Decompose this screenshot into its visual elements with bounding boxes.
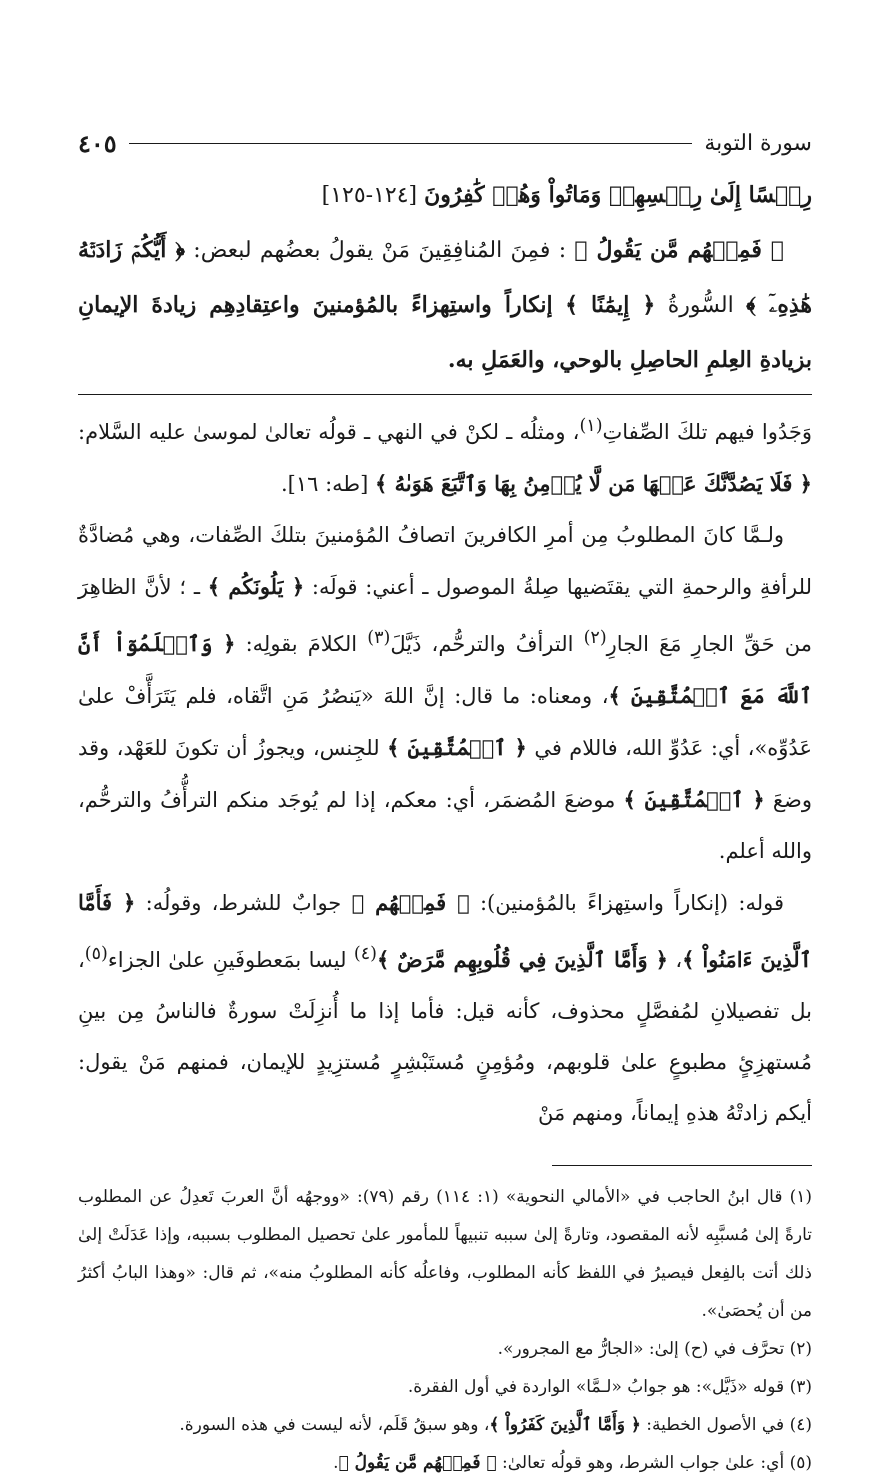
footnote-ref: (٤) (353, 944, 377, 964)
commentary-paragraph: ولـمَّا كانَ المطلوبُ مِن أمرِ الكافرينَ اتصافُ المُؤمنينَ بتلكَ الصِّفات، وهي مُضادَّةٌ للرأفةِ والرحمةِ التي يقتَضيها صِلةُ الموصول ـ أعني: قولَه: ﴿ يَلُونَكُم ﴾ ـ ؛ لأنَّ الظاهِرَ من حَقِّ الجارِ مَعَ الجارِ$^{(٢)}$ الترأفُ والترحُّم، ذَيَّلَ$^{(٣)}$ الكلامَ بقولِه: ﴿ وَٱعۡلَمُوٓاْ أَنَّ ٱللَّهَ مَعَ ٱلۡمُتَّقِينَ ﴾، ومعناه: ما قال: إنَّ اللهَ «يَنصُرُ مَنِ اتَّقاه، فلم يَتَرَأَّفْ علىٰ عَدُوِّه»، أي: عَدُوِّ الله، فاللام في ﴿ ٱلۡمُتَّقِينَ ﴾ للجِنس، ويجوزُ أن تكونَ للعَهْد، وقد وضعَ ﴿ ٱلۡمُتَّقِينَ ﴾ موضعَ المُضمَر، أي: معكم، إذا لم يُوجَد منكم الترأُّفُ والترحُّم، والله أعلم. (78, 523, 812, 863)
page-header (78, 118, 812, 168)
commentary-text (78, 401, 812, 1139)
footnote-4: (٤) في الأصول الخطية: ﴿ وَأَمَّا ٱلَّذِينَ كَفَرُواْ ﴾، وهو سبقُ قَلَم، لأنه ليست في هذه السورة. (179, 1415, 812, 1435)
quran-quote: ﴿ وَأَمَّا ٱلَّذِينَ فِي قُلُوبِهِم مَّرَضٌ ﴾ (376, 947, 668, 972)
page-number: ٤٠٥ (78, 128, 117, 158)
quran-quote: ﴿ فَأَمَّا ٱلَّذِينَ ءَامَنُواْ ﴾ (78, 890, 812, 972)
footnote-ref: (٥) (84, 944, 108, 964)
quran-quote: رِجۡسًا إِلَىٰ رِجۡسِهِمۡ وَمَاتُواْ وَهُمۡ كَٰفِرُونَ (424, 182, 812, 208)
quran-quote: ﴿ يَلُونَكُم ﴾ (207, 574, 305, 599)
tafsir-paragraph: ﴿ فَمِنۡهُم مَّن يَقُولُ ﴾ : فمِنَ المُنافِقِينَ مَنْ يقولُ بعضُهم لبعض: ﴿ أَيُّكُمۡ زَادَتۡهُ هَٰذِهِۦٓ ﴾ السُّورةُ ﴿ إِيمَٰنًا ﴾ إنكاراً واستِهزاءً بالمُؤمنينَ واعتِقادِهِم زيادةَ الإيمانِ بزيادةِ العِلمِ الحاصِلِ بالوحي، والعَمَلِ به. (78, 237, 812, 373)
surah-title: سورة التوبة (704, 130, 812, 156)
commentary-paragraph: وَجَدُوا فيهم تلكَ الصِّفاتِ$^{(١)}$، ومثلُه ـ لكنْ في النهي ـ قولُه تعالىٰ لموسىٰ عليه السَّلام: ﴿ فَلَا يَصُدَّنَّكَ عَنۡهَا مَن لَّا يُؤۡمِنُ بِهَا وَٱتَّبَعَ هَوَىٰهُ ﴾ [طه: ١٦]. (78, 416, 812, 496)
tafsir-text (78, 168, 812, 388)
verse-line (78, 168, 812, 223)
footnote-ref: (٣) (367, 628, 391, 648)
quran-quote: ﴿ فَمِنۡهُم مَّن يَقُولُ ﴾ (574, 237, 784, 263)
footnotes (78, 1178, 812, 1482)
commentary-paragraph: قوله: (إنكاراً واستِهزاءً بالمُؤمنين): ﴿ فَمِنۡهُم ﴾ جوابٌ للشرط، وقولُه: ﴿ فَأَمَّا ٱلَّذِينَ ءَامَنُواْ ﴾، ﴿ وَأَمَّا ٱلَّذِينَ فِي قُلُوبِهِم مَّرَضٌ ﴾$^{(٤)}$ ليسا بمَعطوفَينِ علىٰ الجزاء$^{(٥)}$، بل تفصيلانِ لمُفصَّلٍ محذوف، كأنه قيل: فأما إذا ما أُنزِلَتْ سورةٌ فالناسُ مِن بينِ مُستهزِئٍ مطبوعٍ علىٰ قلوبهم، ومُؤمِنٍ مُستَبْشِرٍ مُستزِيدٍ للإيمان، فمنهم مَنْ يقول: أيكم زادتْهُ هذهِ إيماناً، ومنهم مَنْ (78, 890, 812, 1125)
footnote-1: (١) قال ابنُ الحاجب في «الأمالي النحوية» (١: ١١٤) رقم (٧٩): «ووجهُه أنَّ العربَ تَعدِلُ عن المطلوب تارةً إلىٰ مُسبَّبِه لأنه المقصود، وتارةً إلىٰ سببه تنبيهاً للمأمور علىٰ تحصيل المطلوب بسببه، وإذا عَدَلَتْ إلىٰ ذلك أتت بالفِعل فيصيرُ في اللفظ كأنه المطلوب، وفاعلُه كأنه المطلوبُ منه»، ثم قال: «وهذا البابُ أكثرُ من أن يُحصَىٰ». (78, 1187, 812, 1321)
quran-quote: ﴿ إِيمَٰنًا ﴾ (565, 292, 656, 318)
header-rule (129, 143, 693, 144)
quran-quote: ﴿ ٱلۡمُتَّقِينَ ﴾ (387, 735, 527, 760)
footnote-5: (٥) أي: علىٰ جواب الشرط، وهو قولُه تعالىٰ: ﴿ فَمِنۡهُم مَّن يَقُولُ ﴾. (333, 1453, 812, 1473)
quran-quote: ﴿ فَلَا يَصُدَّنَّكَ عَنۡهَا مَن لَّا يُؤۡمِنُ بِهَا وَٱتَّبَعَ هَوَىٰهُ ﴾ (375, 471, 812, 496)
quran-quote: ﴿ أَيُّكُمۡ زَادَتۡهُ هَٰذِهِۦٓ ﴾ (78, 237, 812, 318)
quran-quote: ﴿ وَٱعۡلَمُوٓاْ أَنَّ ٱللَّهَ مَعَ ٱلۡمُتَّقِينَ ﴾ (78, 631, 812, 708)
quran-quote: ﴿ فَمِنۡهُم مَّن يَقُولُ ﴾ (338, 1453, 497, 1473)
footnote-divider (552, 1165, 812, 1166)
footnote-ref: (١) (579, 416, 603, 436)
verse-reference: [طه: ١٦]. (280, 472, 369, 496)
quran-quote: ﴿ ٱلۡمُتَّقِينَ ﴾ (623, 787, 765, 812)
section-divider (78, 394, 812, 395)
footnote-ref: (٢) (583, 628, 607, 648)
footnote-3: (٣) قوله «ذَيَّل»: هو جوابُ «لـمَّا» الواردة في أول الفقرة. (407, 1377, 812, 1397)
quran-quote: ﴿ فَمِنۡهُم ﴾ (351, 890, 470, 915)
verse-reference: [١٢٤-١٢٥] (321, 183, 418, 208)
footnote-2: (٢) تحرَّف في (ح) إلىٰ: «الجارُّ مع المجرور». (497, 1339, 812, 1359)
quran-quote: ﴿ وَأَمَّا ٱلَّذِينَ كَفَرُواْ ﴾ (489, 1415, 641, 1435)
book-page (78, 118, 812, 1482)
